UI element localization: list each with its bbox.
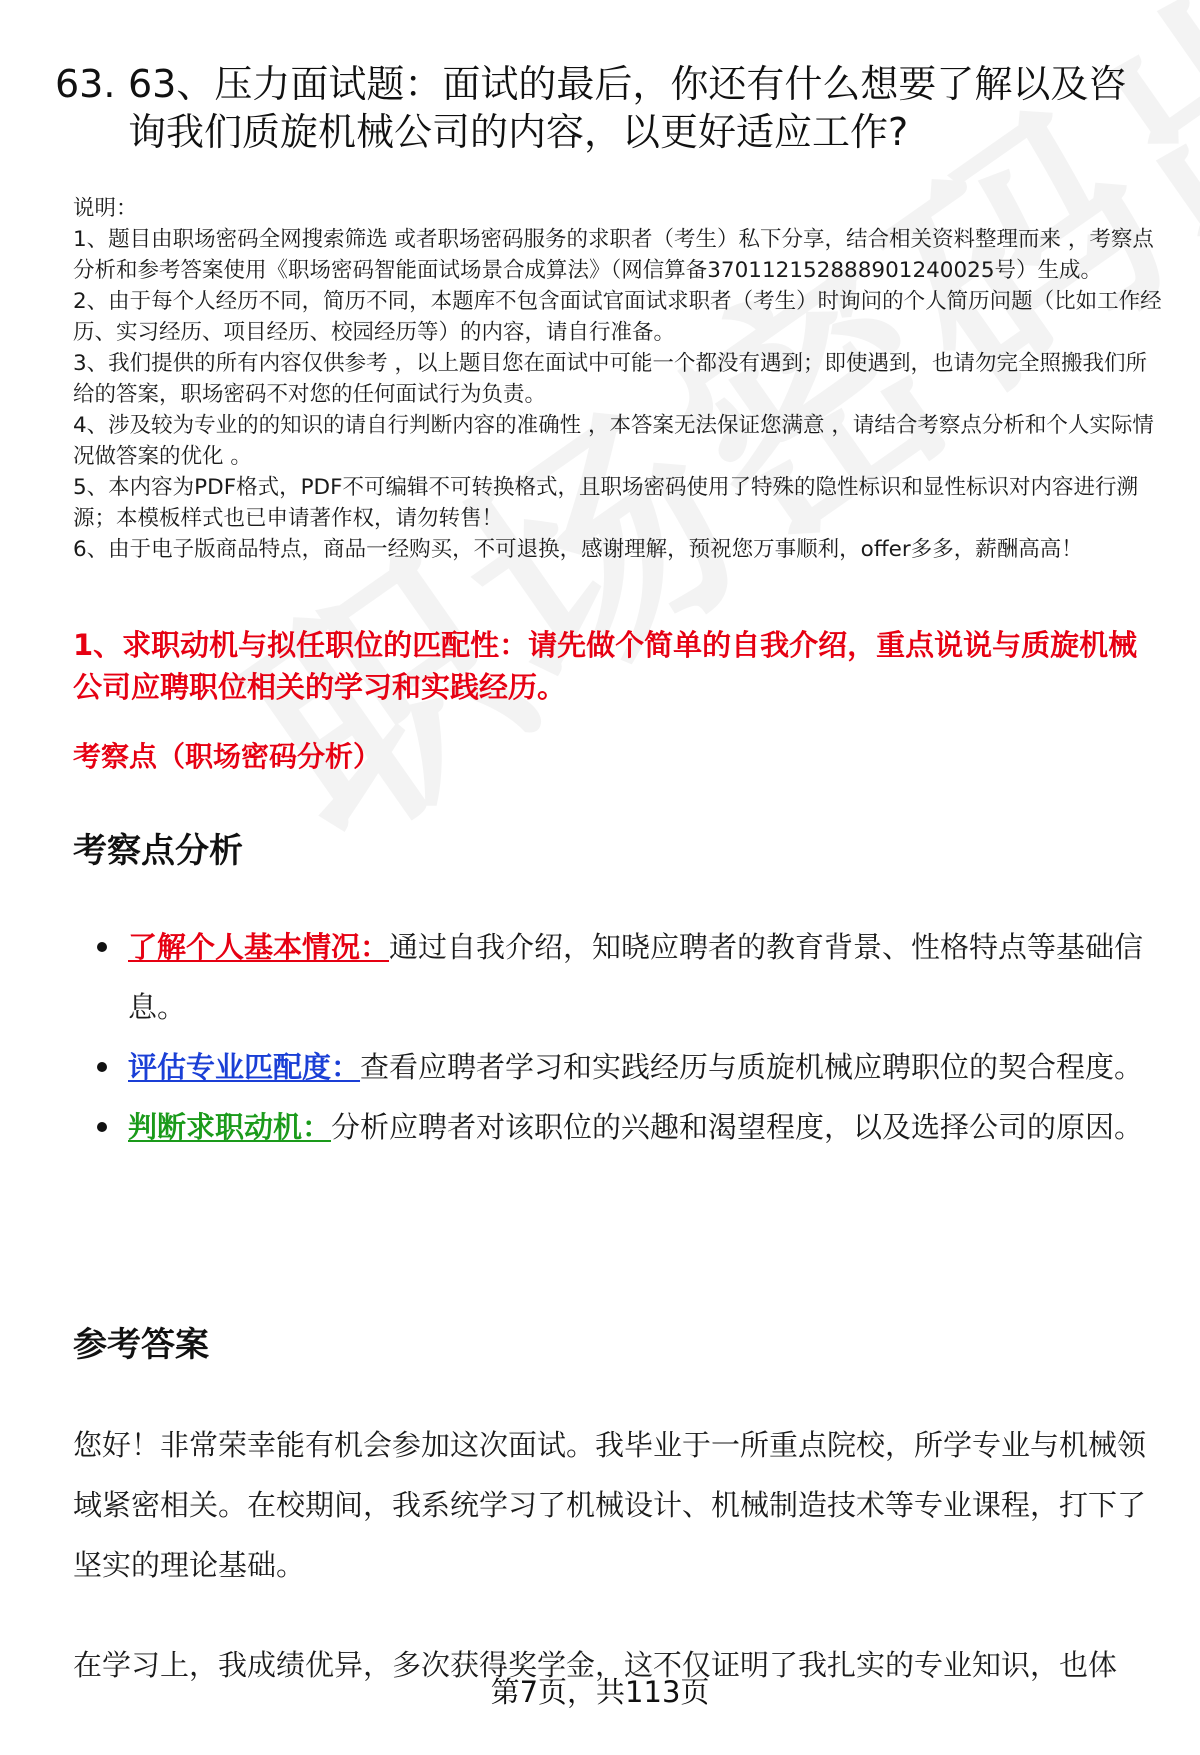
analysis-list <box>73 917 1163 1157</box>
note-item: 5、本内容为PDF格式，PDF不可编辑不可转换格式，且职场密码使用了特殊的隐性标识和显性标识对内容进行溯源；本模板样式也已申请著作权，请勿转售！ <box>73 475 1138 531</box>
answer-heading: 参考答案 <box>73 1325 209 1365</box>
note-item: 4、涉及较为专业的的知识的请自行判断内容的准确性 ，本答案无法保证您满意 ，请结合考察点分析和个人实际情况做答案的优化 。 <box>73 413 1154 469</box>
question-title <box>55 60 1155 156</box>
section-question: 1、求职动机与拟任职位的匹配性：请先做个简单的自我介绍，重点说说与质旋机械公司应聘职位相关的学习和实践经历。 <box>73 628 1138 704</box>
note-item: 1、题目由职场密码全网搜索筛选 或者职场密码服务的求职者（考生）私下分享，结合相关资料整理而来 ，考察点分析和参考答案使用《职场密码智能面试场景合成算法》（网信算备370112152888901240025号）生成。 <box>73 227 1154 283</box>
bullet-text: 通过自我介绍，知晓应聘者的教育背景、性格特点等基础信息。 <box>128 930 1144 1024</box>
note-item: 6、由于电子版商品特点，商品一经购买，不可退换，感谢理解，预祝您万事顺利，offer多多，薪酬高高！ <box>73 537 1083 562</box>
list-item <box>73 917 1163 1037</box>
page-footer: 第7页，共113页 <box>490 1675 710 1709</box>
note-item: 2、由于每个人经历不同，简历不同，本题库不包含面试官面试求职者（考生）时询问的个人简历问题（比如工作经历、实习经历、项目经历、校园经历等）的内容，请自行准备。 <box>73 289 1162 345</box>
analysis-heading: 考察点分析 <box>73 831 243 871</box>
bullet-label: 判断求职动机： <box>128 1110 332 1144</box>
note-item: 3、我们提供的所有内容仅供参考 ，以上题目您在面试中可能一个都没有遇到；即使遇到，也请勿完全照搬我们所给的答案，职场密码不对您的任何面试行为负责。 <box>73 351 1148 407</box>
answer-paragraph: 您好！非常荣幸能有机会参加这次面试。我毕业于一所重点院校，所学专业与机械领域紧密相关。在校期间，我系统学习了机械设计、机械制造技术等专业课程，打下了坚实的理论基础。 <box>73 1428 1147 1582</box>
answer-paragraph: 在学习上，我成绩优异，多次获得奖学金，这不仅证明了我扎实的专业知识，也体 <box>73 1648 1118 1682</box>
bullet-icon <box>97 1122 107 1132</box>
list-item <box>73 1037 1163 1097</box>
bullet-icon <box>97 1062 107 1072</box>
notes-block <box>73 193 1163 565</box>
bullet-label: 了解个人基本情况： <box>128 930 390 964</box>
notes-heading: 说明： <box>73 196 138 221</box>
bullet-text: 分析应聘者对该职位的兴趣和渴望程度，以及选择公司的原因。 <box>331 1110 1144 1144</box>
question-number: 63. <box>55 62 116 106</box>
list-item <box>73 1097 1163 1157</box>
bullet-icon <box>97 942 107 952</box>
bullet-label: 评估专业匹配度： <box>128 1050 361 1084</box>
kaocha-subtitle: 考察点（职场密码分析） <box>73 740 382 773</box>
question-text: 63、压力面试题：面试的最后，你还有什么想要了解以及咨询我们质旋机械公司的内容，以更好适应工作? <box>128 62 1127 154</box>
bullet-text: 查看应聘者学习和实践经历与质旋机械应聘职位的契合程度。 <box>360 1050 1144 1084</box>
